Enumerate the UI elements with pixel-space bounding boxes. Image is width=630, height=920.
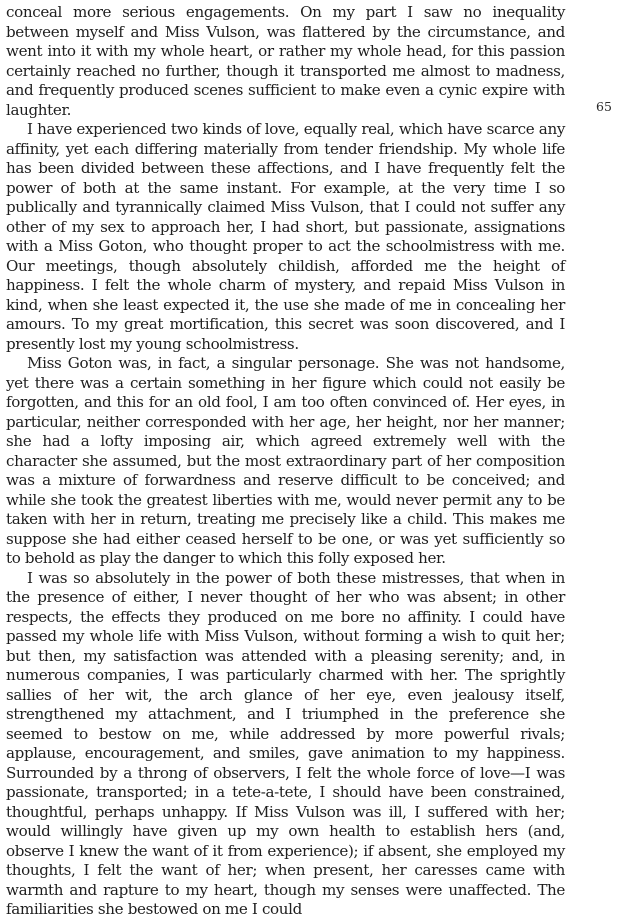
body-text bbox=[6, 3, 565, 920]
page-number: 65 bbox=[596, 99, 612, 114]
paragraph-continued: conceal more serious engagements. On my part I saw no inequality between myself and Miss Vulson, was flattered by the circumstance, and went into it with my whole heart, or rather my whole head, for this passion certainly reached no further, though it transported me almost to madness, and frequently produced scenes sufficient to make even a cynic expire with laughter. bbox=[6, 3, 565, 119]
paragraph: Miss Goton was, in fact, a singular personage. She was not handsome, yet there was a certain something in her figure which could not easily be forgotten, and this for an old fool, I am too often convinced of. Her eyes, in particular, neither corresponded with her age, her height, nor her manner; she had a lofty imposing air, which agreed extremely well with the character she assumed, but the most extraordinary part of her composition was a mixture of forwardness and reserve difficult to be conceived; and while she took the greatest liberties with me, would never permit any to be taken with her in return, treating me precisely like a child. This makes me suppose she had either ceased herself to be one, or was yet sufficiently so to behold as play the danger to which this folly exposed her. bbox=[6, 354, 565, 567]
paragraph: I have experienced two kinds of love, equally real, which have scarce any affinity, yet each differing materially from tender friendship. My whole life has been divided between these affections, and I have frequently felt the power of both at the same instant. For example, at the very time I so publically and tyrannically claimed Miss Vulson, that I could not suffer any other of my sex to approach her, I had short, but passionate, assignations with a Miss Goton, who thought proper to act the schoolmistress with me. Our meetings, though absolutely childish, afforded me the height of happiness. I felt the whole charm of mystery, and repaid Miss Vulson in kind, when she least expected it, the use she made of me in concealing her amours. To my great mortification, this secret was soon discovered, and I presently lost my young schoolmistress. bbox=[6, 120, 565, 353]
paragraph: I was so absolutely in the power of both these mistresses, that when in the presence of either, I never thought of her who was absent; in other respects, the effects they produced on me bore no affinity. I could have passed my whole life with Miss Vulson, without forming a wish to quit her; but then, my satisfaction was attended with a pleasing serenity; and, in numerous companies, I was particularly charmed with her. The sprightly sallies of her wit, the arch glance of her eye, even jealousy itself, strengthened my attachment, and I triumphed in the preference she seemed to bestow on me, while addressed by more powerful rivals; applause, encouragement, and smiles, gave animation to my happiness. Surrounded by a throng of observers, I felt the whole force of love—I was passionate, transported; in a tete-a-tete, I should have been constrained, thoughtful, perhaps unhappy. If Miss Vulson was ill, I suffered with her; would willingly have given up my own health to establish hers (and, observe I knew the want of it from experience); if absent, she employed my thoughts, I felt the want of her; when present, her caresses came with warmth and rapture to my heart, though my senses were unaffected. The familiarities she bestowed on me I could bbox=[6, 568, 565, 918]
